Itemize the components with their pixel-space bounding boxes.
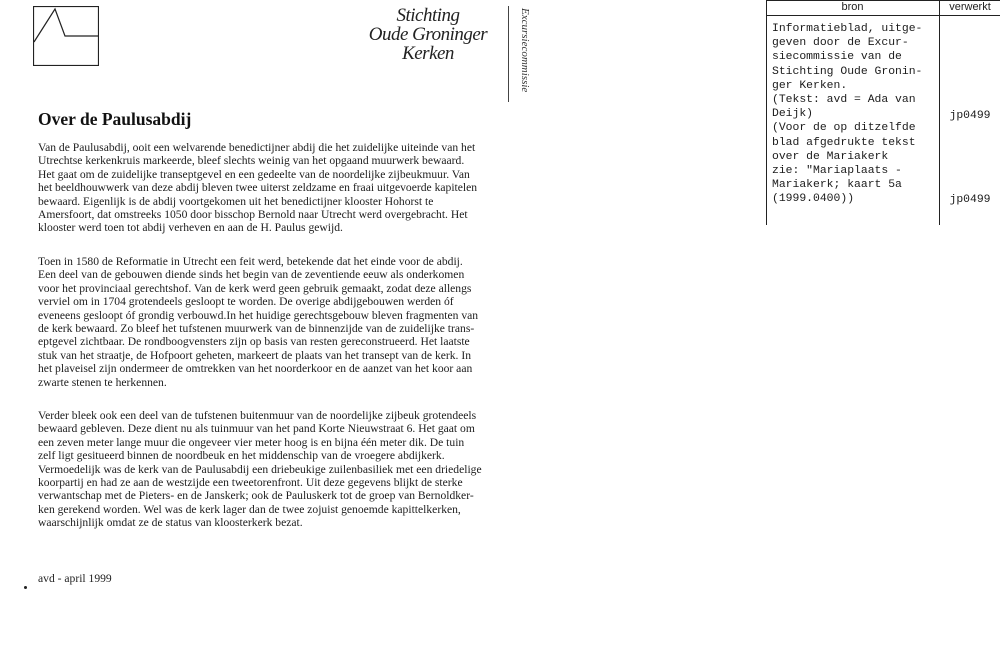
text-line: (Tekst: avd = Ada van	[772, 94, 916, 107]
article-paragraph	[38, 141, 551, 235]
text-line: ken gerekend worden. Wel was de kerk lager dan de twee zojuist genoemde kapittelkerken,	[38, 502, 461, 516]
wordmark-line: Stichting	[396, 5, 460, 26]
text-line: over de Mariakerk	[772, 150, 889, 163]
text-line: bewaard gebleven. Deze dient nu als tuinmuur van het pand Korte Nieuwstraat 6. Het gaat om	[38, 422, 475, 436]
text-line: zie: "Mariaplaats -	[772, 165, 902, 178]
text-line: zelf ligt gesitueerd binnen de noordbeuk en het middenschip van de vroegere abdijkerk.	[38, 449, 445, 463]
source-description	[772, 22, 948, 207]
text-line: Deijk)	[772, 108, 814, 121]
text-line: geven door de Excur-	[772, 37, 909, 50]
text-line: eptgevel zichtbaar. De rondboogvensters zijn op basis van resten gereconstrueerd. Het laatste	[38, 335, 470, 349]
text-line: Informatieblad, uitge-	[772, 23, 923, 35]
table-rule	[766, 15, 1000, 16]
processed-code: jp0499	[949, 194, 991, 206]
text-line: siecommissie van de	[772, 51, 902, 64]
text-line: Mariakerk; kaart 5a	[772, 179, 902, 192]
text-line: Utrechtse kerkenkruis markeerde, bleef slechts weinig van het opgaand muurwerk bewaard.	[38, 154, 465, 168]
text-line: blad afgedrukte tekst	[772, 136, 916, 149]
text-line: de kerk bewaard. Zo bleef het tufstenen muurwerk van de binnenzijde van de zuidelijke trans-	[38, 322, 475, 336]
author-signature: avd - april 1999	[38, 572, 112, 585]
foundation-wordmark	[368, 6, 488, 63]
committee-label: Excursiecommissie	[519, 8, 531, 93]
text-line: bewaard. Eigenlijk is de abdij voortgekomen uit het benedictijner klooster Hohorst te	[38, 194, 434, 208]
text-line: het plaveisel zijn ondermeer de omtrekken van het noorderkoor en de aanzet van het koor aan	[38, 362, 473, 376]
article-paragraph	[38, 409, 551, 530]
text-line: (1999.0400))	[772, 193, 855, 206]
text-line: koorpartij en had ze aan de westzijde een tweetorenfront. Uit deze gegevens blijkt de sterke	[38, 476, 463, 490]
column-header-verwerkt: verwerkt	[949, 1, 991, 13]
header-divider	[508, 6, 509, 102]
text-line: het beeldhouwwerk van deze abdij bleven twee uiterst zeldzame en fraai uitgevoerde kapitelen	[38, 181, 478, 195]
archive-table	[766, 0, 1000, 225]
text-line: Verder bleek ook een deel van de tufstenen buitenmuur van de noordelijke zijbeuk grotendeels	[38, 409, 477, 422]
wordmark-line: Oude Groninger	[368, 24, 488, 45]
wordmark-line: Kerken	[402, 43, 454, 64]
text-line: verviel om in 1704 grotendeels gesloopt te worden. De overige abdijgebouwen werden óf	[38, 295, 454, 309]
text-line: (Voor de op ditzelfde	[772, 122, 916, 135]
text-line: Toen in 1580 de Reformatie in Utrecht een feit werd, betekende dat het einde voor de abdij.	[38, 255, 463, 268]
text-line: voor het provinciaal gerechtshof. Van de kerk werd geen gebruik gemaakt, zodat deze allengs	[38, 281, 472, 295]
foundation-logo-icon	[33, 6, 99, 66]
text-line: ger Kerken.	[772, 79, 848, 92]
text-line: Een deel van de gebouwen diende sinds het begin van de zeventiende eeuw als onderkomen	[38, 268, 465, 282]
processed-code: jp0499	[949, 110, 991, 122]
text-line: Het gaat om de zuidelijke transeptgevel en een gedeelte van de noordelijke zijbeukmuur. Van	[38, 167, 470, 181]
text-line: klooster werd toen tot abdij verheven en aan de H. Paulus gewijd.	[38, 221, 343, 235]
text-line: een zeven meter lange muur die ongeveer vier meter hoog is en bijna één meter dik. De tuin	[38, 435, 465, 449]
article-title: Over de Paulusabdij	[38, 109, 192, 129]
text-line: Van de Paulusabdij, ooit een welvarende benedictijner abdij die het zuidelijke uiteinde van het	[38, 141, 476, 154]
column-header-bron: bron	[841, 1, 864, 13]
text-line: Vermoedelijk was de kerk van de Paulusabdij een driebeukige zuilenbasiliek met een driedelige	[38, 462, 482, 476]
text-line: stuk van het straatje, de Hofpoort geheten, markeert de plaats van het transept van de kerk. In	[38, 348, 471, 362]
text-line: Stichting Oude Gronin-	[772, 65, 923, 78]
table-rule	[766, 0, 767, 225]
article-paragraph	[38, 255, 551, 389]
scan-speck	[24, 586, 27, 589]
text-line: Amersfoort, dat omstreeks 1050 door bisschop Bernold naar Utrecht werd overgebracht. Het	[38, 208, 468, 222]
text-line: eveneens gesloopt óf grondig verbouwd.In het huidige gerechtsgebouw bleven fragmenten van	[38, 308, 479, 322]
text-line: verwantschap met de Pieters- en de Janskerk; ook de Pauluskerk tot de groep van Bernoldker-	[38, 489, 474, 503]
text-line: waarschijnlijk omdat ze de status van kloosterkerk bezat.	[38, 516, 303, 530]
text-line: zwarte stenen te herkennen.	[38, 375, 167, 389]
